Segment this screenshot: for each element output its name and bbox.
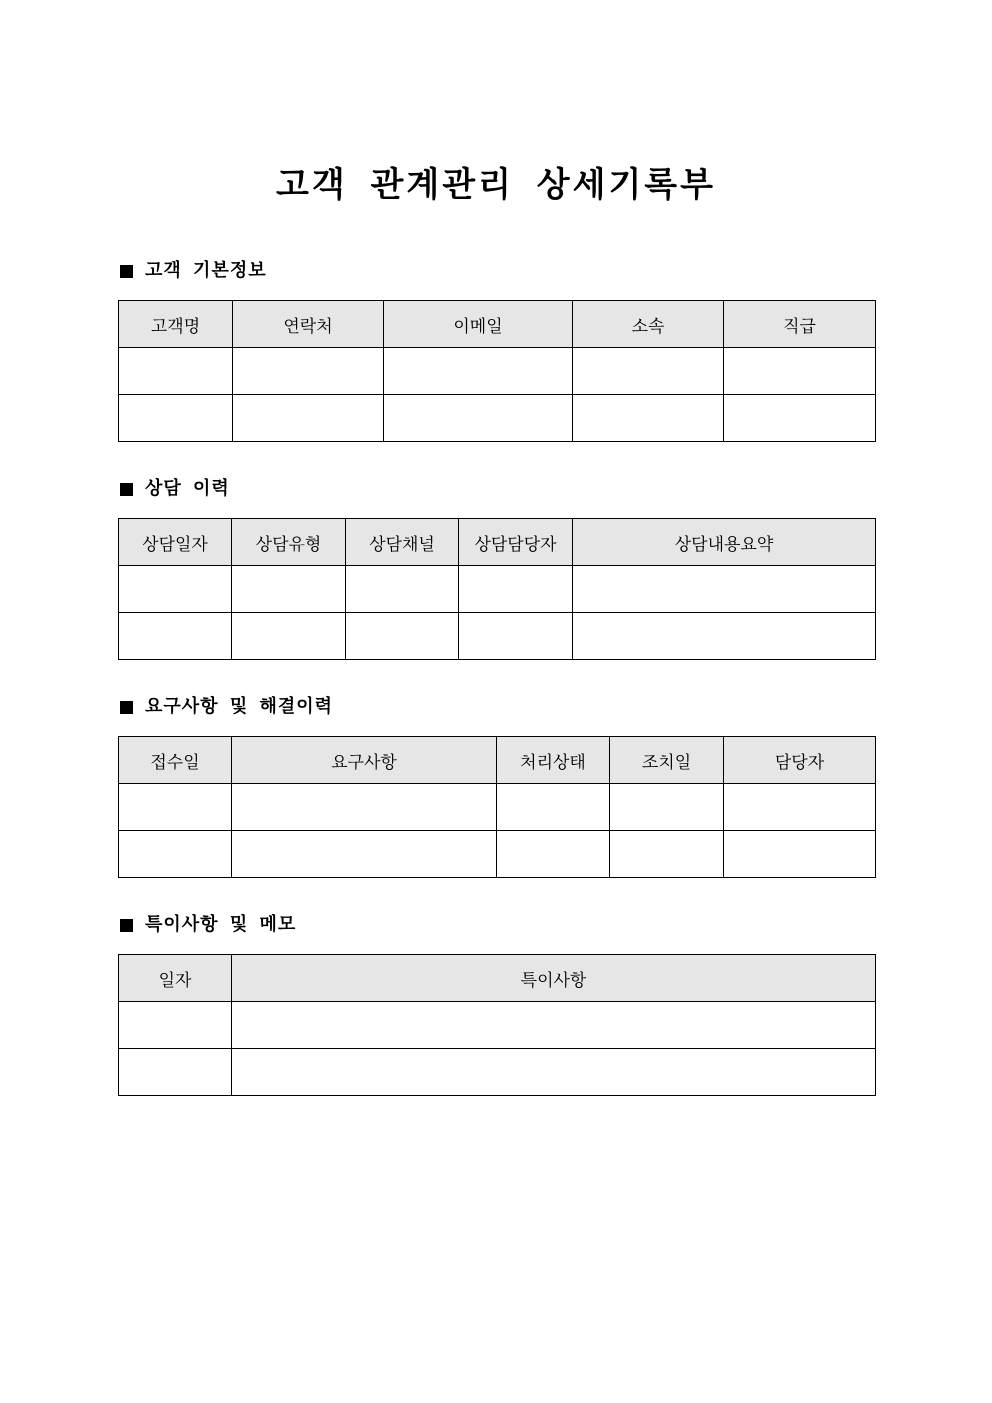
table-row <box>119 1049 876 1096</box>
table-cell[interactable] <box>119 784 232 831</box>
section-heading-text: 상담 이력 <box>145 478 230 499</box>
column-header: 접수일 <box>119 737 232 784</box>
table-row <box>119 566 876 613</box>
section-consultation-history <box>118 474 875 660</box>
section-customer-info <box>118 256 875 442</box>
column-header: 특이사항 <box>232 955 876 1002</box>
table-cell[interactable] <box>610 831 724 878</box>
section-heading <box>118 910 875 940</box>
column-header: 처리상태 <box>497 737 610 784</box>
table-header-row <box>119 519 876 566</box>
column-header: 소속 <box>573 301 724 348</box>
table-cell[interactable] <box>233 395 384 442</box>
table-cell[interactable] <box>497 784 610 831</box>
section-notes-memo <box>118 910 875 1096</box>
table-cell[interactable] <box>724 348 876 395</box>
section-heading-text: 특이사항 및 메모 <box>145 914 297 935</box>
table-cell[interactable] <box>232 1049 876 1096</box>
table-cell[interactable] <box>233 348 384 395</box>
table-cell[interactable] <box>384 348 573 395</box>
table-cell[interactable] <box>232 1002 876 1049</box>
square-bullet-icon <box>120 919 133 932</box>
column-header: 요구사항 <box>232 737 497 784</box>
table-cell[interactable] <box>573 613 876 660</box>
table-row <box>119 1002 876 1049</box>
consultation-history-table <box>118 518 876 660</box>
table-cell[interactable] <box>573 566 876 613</box>
notes-memo-table <box>118 954 876 1096</box>
table-header-row <box>119 955 876 1002</box>
column-header: 상담담당자 <box>459 519 573 566</box>
table-cell[interactable] <box>346 613 459 660</box>
table-cell[interactable] <box>573 348 724 395</box>
table-cell[interactable] <box>384 395 573 442</box>
section-requests-resolution <box>118 692 875 878</box>
table-row <box>119 395 876 442</box>
section-heading <box>118 474 875 504</box>
section-heading-text: 고객 기본정보 <box>145 260 267 281</box>
table-header-row <box>119 737 876 784</box>
document-title: 고객 관계관리 상세기록부 <box>276 165 716 205</box>
column-header: 담당자 <box>724 737 876 784</box>
table-cell[interactable] <box>119 613 232 660</box>
section-heading <box>118 256 875 286</box>
table-cell[interactable] <box>610 784 724 831</box>
column-header: 상담채널 <box>346 519 459 566</box>
customer-info-table <box>118 300 876 442</box>
requests-resolution-table <box>118 736 876 878</box>
table-cell[interactable] <box>497 831 610 878</box>
table-cell[interactable] <box>459 613 573 660</box>
table-cell[interactable] <box>459 566 573 613</box>
table-cell[interactable] <box>119 395 233 442</box>
table-cell[interactable] <box>724 831 876 878</box>
table-cell[interactable] <box>232 613 346 660</box>
column-header: 이메일 <box>384 301 573 348</box>
column-header: 상담내용요약 <box>573 519 876 566</box>
column-header: 상담일자 <box>119 519 232 566</box>
column-header: 고객명 <box>119 301 233 348</box>
table-row <box>119 831 876 878</box>
table-cell[interactable] <box>346 566 459 613</box>
table-cell[interactable] <box>119 831 232 878</box>
section-heading <box>118 692 875 722</box>
table-cell[interactable] <box>724 784 876 831</box>
table-cell[interactable] <box>573 395 724 442</box>
square-bullet-icon <box>120 701 133 714</box>
table-row <box>119 613 876 660</box>
table-row <box>119 784 876 831</box>
square-bullet-icon <box>120 265 133 278</box>
table-cell[interactable] <box>119 1049 232 1096</box>
table-cell[interactable] <box>724 395 876 442</box>
column-header: 조치일 <box>610 737 724 784</box>
column-header: 상담유형 <box>232 519 346 566</box>
table-cell[interactable] <box>119 348 233 395</box>
column-header: 직급 <box>724 301 876 348</box>
table-header-row <box>119 301 876 348</box>
table-cell[interactable] <box>119 566 232 613</box>
table-cell[interactable] <box>232 784 497 831</box>
table-row <box>119 348 876 395</box>
column-header: 연락처 <box>233 301 384 348</box>
table-cell[interactable] <box>119 1002 232 1049</box>
square-bullet-icon <box>120 483 133 496</box>
table-cell[interactable] <box>232 566 346 613</box>
table-cell[interactable] <box>232 831 497 878</box>
section-heading-text: 요구사항 및 해결이력 <box>145 696 334 717</box>
column-header: 일자 <box>119 955 232 1002</box>
